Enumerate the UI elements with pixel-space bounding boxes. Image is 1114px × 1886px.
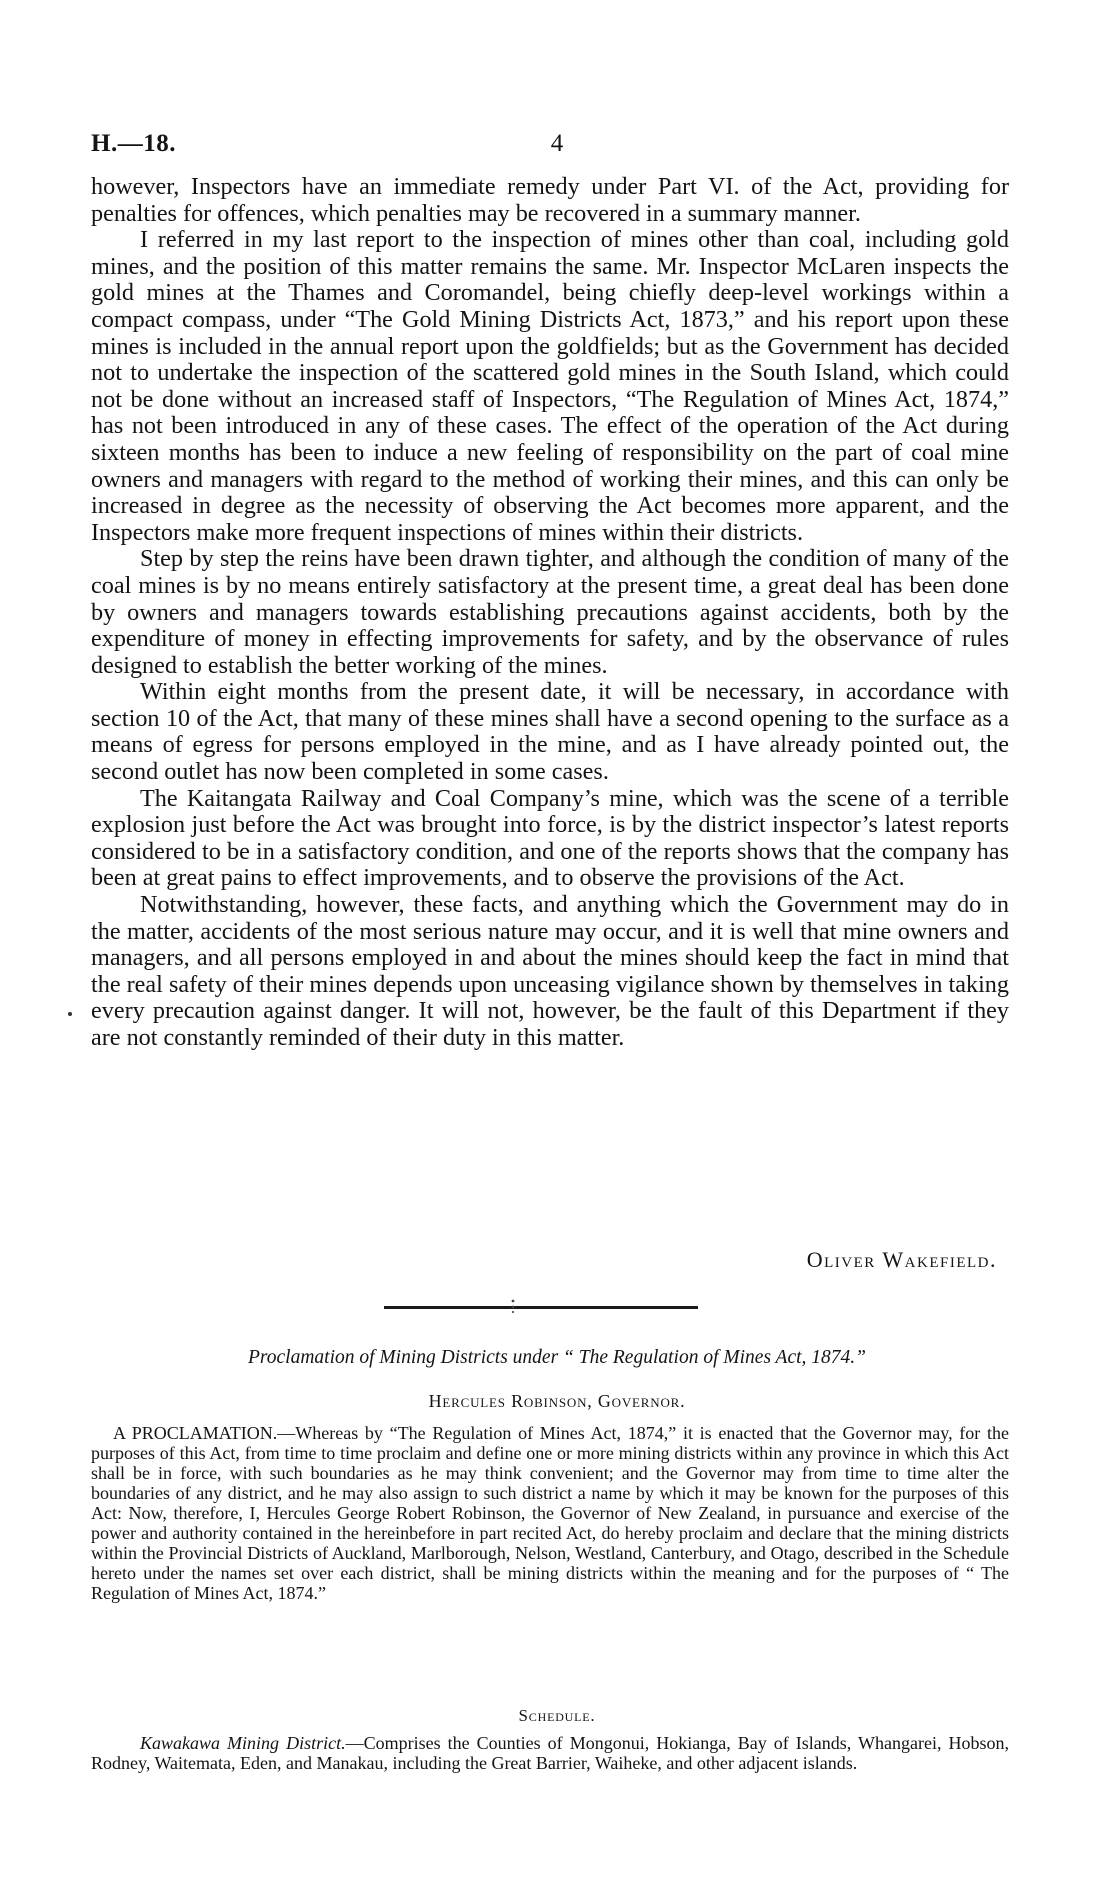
district-description: —Comprises the Counties of Mongonui, Hokianga, Bay of Islands, Whangarei, Hobson, Rodney, Waitemata, Eden, and Manakau, including the Great Barrier, Waiheke, and other adjacent islands. [91,1733,1009,1773]
margin-dot [68,1012,72,1016]
page-reference: H.—18. [91,130,176,157]
page-number: 4 [550,130,564,157]
proclamation-text: A PROCLAMATION.—Whereas by “The Regulation of Mines Act, 1874,” it is enacted that the Governor may, for the purposes of this Act, from time to time proclaim and define one or more mining districts within any province in which this Act shall be in force, with such boundaries as he may think convenient; and the Governor may from time to time alter the boundaries of any district, and he may also assign to such district a name by which it may be known for the purposes of this Act: Now, therefore, I, Hercules George Robert Robinson, the Governor of New Zealand, in pursuance and exercise of the power and authority contained in the hereinbefore in part recited Act, do hereby proclaim and declare that the mining districts within the Provincial Districts of Auckland, Marlborough, Nelson, Westland, Canterbury, and Otago, described in the Schedule hereto under the names set over each district, shall be mining districts within the meaning and for the purposes of “ The Regulation of Mines Act, 1874.” [91,1423,1009,1603]
schedule-heading: Schedule. [518,1706,596,1725]
page-header [91,130,1023,170]
governor-line: Hercules Robinson, Governor. [428,1391,686,1411]
report-body [91,174,1009,1052]
paragraph: Step by step the reins have been drawn tighter, and although the condition of many of the coal mines is by no means entirely satisfactory at the present time, a great deal has been done by owners and managers towards establishing precautions against accidents, both by the expenditure of money in effecting improvements for safety, and by the observance of rules designed to establish the better working of the mines. [91,545,1009,679]
divider-ornament [508,1296,518,1316]
paragraph: Notwithstanding, however, these facts, and anything which the Government may do in the matter, accidents of the most serious nature may occur, and it is well that mine owners and managers, and all persons employed in and about the mines should keep the fact in mind that the real safety of their mines depends upon unceasing vigilance shown by themselves in taking every precaution against danger. It will not, however, be the fault of this Department if they are not constantly reminded of their duty in this matter. [91,891,1009,1051]
paragraph: however, Inspectors have an immediate remedy under Part VI. of the Act, providing for penalties for offences, which penalties may be recovered in a summary manner. [91,173,1009,227]
section-divider [384,1306,698,1309]
paragraph: The Kaitangata Railway and Coal Company’s mine, which was the scene of a terrible explosion just before the Act was brought into force, is by the district inspector’s latest reports considered to be in a satisfactory condition, and one of the reports shows that the company has been at great pains to effect improvements, and to observe the provisions of the Act. [91,784,1009,892]
signature: Oliver Wakefield. [806,1247,997,1272]
schedule-entry [91,1733,1009,1773]
paragraph: Within eight months from the present date, it will be necessary, in accordance with section 10 of the Act, that many of these mines shall have a second opening to the surface as a means of egress for persons employed in the mine, and as I have already pointed out, the second outlet has now been completed in some cases. [91,678,1009,786]
district-name: Kawakawa Mining District. [140,1733,346,1753]
paragraph: I referred in my last report to the inspection of mines other than coal, including gold mines, and the position of this matter remains the same. Mr. Inspector McLaren inspects the gold mines at the Thames and Coromandel, being chiefly deep-level workings within a compact compass, under “The Gold Mining Districts Act, 1873,” and his report upon these mines is included in the annual report upon the goldfields; but as the Government has decided not to undertake the inspection of the scattered gold mines in the South Island, which could not be done without an increased staff of Inspectors, “The Regulation of Mines Act, 1874,” has not been introduced in any of these cases. The effect of the operation of the Act during sixteen months has been to induce a new feeling of responsibility on the part of coal mine owners and managers with regard to the method of working their mines, and this can only be increased in degree as the necessity of observing the Act becomes more apparent, and the Inspectors make more frequent inspections of mines within their districts. [91,226,1009,546]
proclamation-title: Proclamation of Mining Districts under “ The Regulation of Mines Act, 1874.” [247,1347,867,1368]
